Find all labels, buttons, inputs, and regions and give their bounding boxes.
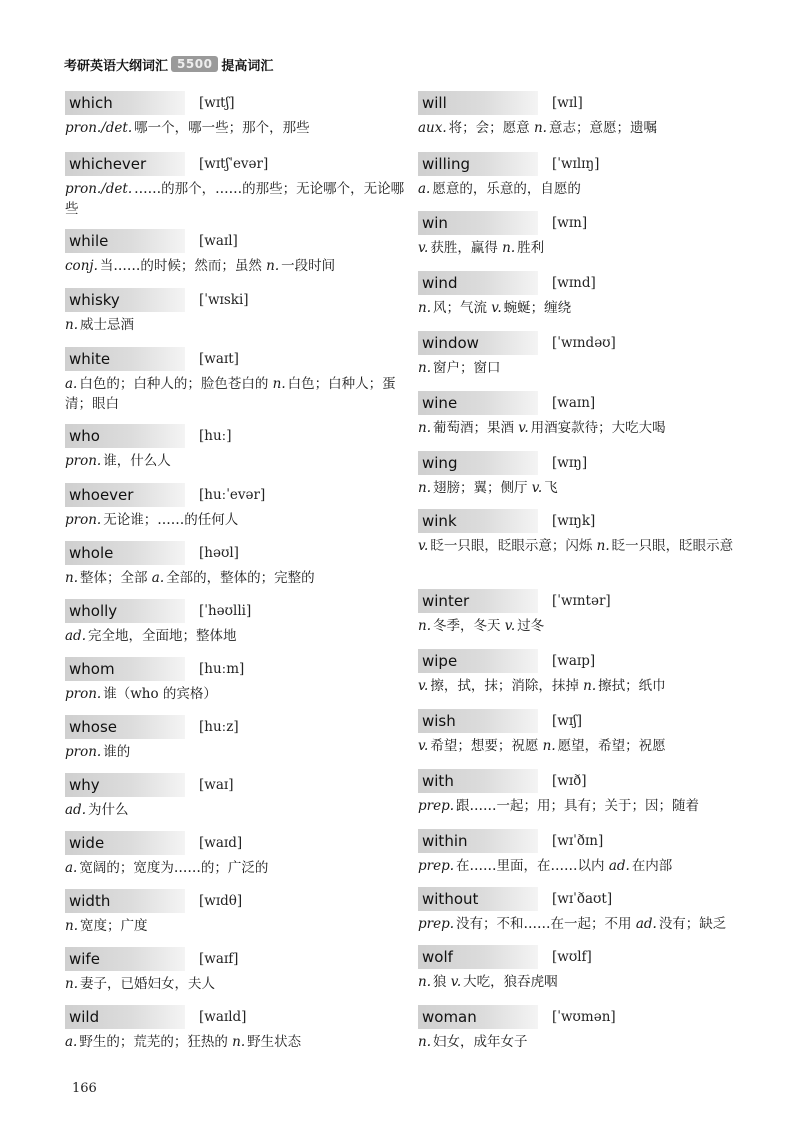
gloss-text: 一段时间 xyxy=(281,258,336,274)
headword: win xyxy=(418,211,538,235)
header-title-prefix: 考研英语大纲词汇 xyxy=(64,58,169,74)
part-of-speech: pron./det. xyxy=(65,181,133,197)
dictionary-entry-wolf xyxy=(418,945,758,992)
headword: wind xyxy=(418,271,538,295)
dictionary-entry-wink xyxy=(418,509,758,556)
gloss-text: 葡萄酒；果酒 xyxy=(433,420,514,436)
definition xyxy=(418,676,758,696)
definition xyxy=(418,914,758,934)
gloss-text: 蜿蜒；缠绕 xyxy=(503,300,572,316)
phonetic: [huːm] xyxy=(199,661,245,677)
headword: whose xyxy=(65,715,185,739)
part-of-speech: a. xyxy=(65,860,78,876)
gloss-text: 白色的；白种人的；脸色苍白的 xyxy=(79,376,269,392)
definition xyxy=(65,256,405,276)
gloss-text: 妻子，已婚妇女，夫人 xyxy=(80,976,215,992)
part-of-speech: v. xyxy=(504,618,516,634)
entry-head xyxy=(65,947,405,971)
gloss-text: 妇女，成年女子 xyxy=(433,1034,528,1050)
definition xyxy=(418,478,758,498)
gloss-text: 希望；想要；祝愿 xyxy=(430,738,539,754)
part-of-speech: aux. xyxy=(418,120,447,136)
part-of-speech: v. xyxy=(531,480,543,496)
entry-head xyxy=(418,152,758,176)
phonetic: [waɪl] xyxy=(199,233,238,249)
headword: wink xyxy=(418,509,538,533)
entry-head xyxy=(418,589,758,613)
phonetic: [həʊl] xyxy=(199,545,239,561)
gloss-text: 野生状态 xyxy=(247,1034,302,1050)
gloss-text: 眨一只眼，眨眼示意；闪烁 xyxy=(430,538,593,554)
part-of-speech: ad. xyxy=(608,858,630,874)
definition xyxy=(65,684,405,704)
entry-head xyxy=(418,945,758,969)
gloss-text: 无论谁；……的任何人 xyxy=(103,512,239,528)
entry-head xyxy=(418,391,758,415)
entry-head xyxy=(65,599,405,623)
gloss-text: 风；气流 xyxy=(433,300,487,316)
part-of-speech: prep. xyxy=(418,858,455,874)
dictionary-entry-window xyxy=(418,331,758,378)
entry-head xyxy=(65,541,405,565)
part-of-speech: v. xyxy=(418,240,429,256)
part-of-speech: n. xyxy=(418,300,431,316)
gloss-text: 白色；白种人；蛋清；眼白 xyxy=(65,376,396,412)
part-of-speech: n. xyxy=(232,1034,246,1050)
part-of-speech: n. xyxy=(65,976,78,992)
headword: wholly xyxy=(65,599,185,623)
phonetic: [waɪld] xyxy=(199,1009,247,1025)
definition xyxy=(65,374,405,414)
phonetic: [wɪŋk] xyxy=(552,513,596,529)
dictionary-entry-wild xyxy=(65,1005,405,1052)
phonetic: [wɪdθ] xyxy=(199,893,243,909)
gloss-text: 眨一只眼，眨眼示意 xyxy=(611,538,734,554)
part-of-speech: v. xyxy=(491,300,502,316)
dictionary-entry-whom xyxy=(65,657,405,704)
phonetic: [ˈwɪlɪŋ] xyxy=(552,156,600,172)
definition xyxy=(65,510,405,530)
dictionary-entry-width xyxy=(65,889,405,936)
entry-head xyxy=(418,887,758,911)
dictionary-entry-with xyxy=(418,769,758,816)
definition xyxy=(65,179,405,219)
headword: will xyxy=(418,91,538,115)
part-of-speech: n. xyxy=(418,618,431,634)
headword: wife xyxy=(65,947,185,971)
definition xyxy=(65,1032,405,1052)
headword: with xyxy=(418,769,538,793)
gloss-text: 整体；全部 xyxy=(80,570,148,586)
phonetic: [wɪð] xyxy=(552,773,587,789)
phonetic: [ˈwɪndəʊ] xyxy=(552,335,616,351)
definition xyxy=(418,238,758,258)
dictionary-entry-who xyxy=(65,424,405,471)
definition xyxy=(418,118,758,138)
gloss-text: 野生的；荒芜的；狂热的 xyxy=(79,1034,228,1050)
entry-head xyxy=(65,152,405,176)
gloss-text: 全部的，整体的；完整的 xyxy=(166,570,315,586)
phonetic: [wɪnd] xyxy=(552,275,596,291)
part-of-speech: n. xyxy=(418,480,431,496)
gloss-text: 为什么 xyxy=(87,802,129,818)
part-of-speech: n. xyxy=(418,974,431,990)
part-of-speech: n. xyxy=(418,360,431,376)
phonetic: [waɪp] xyxy=(552,653,596,669)
part-of-speech: pron. xyxy=(65,512,102,528)
phonetic: [wʊlf] xyxy=(552,949,592,965)
entry-head xyxy=(418,829,758,853)
definition xyxy=(418,796,758,816)
part-of-speech: n. xyxy=(65,317,78,333)
gloss-text: 在内部 xyxy=(631,858,673,874)
headword: willing xyxy=(418,152,538,176)
gloss-text: 跟……一起；用；具有；关于；因；随着 xyxy=(456,798,700,814)
gloss-text: 愿意的，乐意的，自愿的 xyxy=(432,181,581,197)
header-title-suffix: 提高词汇 xyxy=(221,58,274,74)
gloss-text: 获胜，赢得 xyxy=(430,240,498,256)
part-of-speech: n. xyxy=(583,678,597,694)
dictionary-entry-wholly xyxy=(65,599,405,646)
phonetic: [waɪn] xyxy=(552,395,596,411)
headword: whole xyxy=(65,541,185,565)
dictionary-entry-within xyxy=(418,829,758,876)
part-of-speech: n. xyxy=(418,1034,431,1050)
headword: wild xyxy=(65,1005,185,1029)
entry-head xyxy=(65,483,405,507)
dictionary-entry-whisky xyxy=(65,288,405,335)
part-of-speech: a. xyxy=(418,181,431,197)
phonetic: [ˈhəʊlli] xyxy=(199,603,252,619)
gloss-text: 哪一个，哪一些；那个，那些 xyxy=(134,120,310,136)
definition xyxy=(65,858,405,878)
headword: without xyxy=(418,887,538,911)
entry-head xyxy=(418,649,758,673)
part-of-speech: n. xyxy=(502,240,516,256)
gloss-text: 谁的 xyxy=(103,744,131,760)
part-of-speech: v. xyxy=(418,738,429,754)
phonetic: [wɪl] xyxy=(552,95,583,111)
gloss-text: 擦拭；纸巾 xyxy=(598,678,666,694)
headword: wine xyxy=(418,391,538,415)
dictionary-entry-without xyxy=(418,887,758,934)
entry-head xyxy=(65,424,405,448)
entry-head xyxy=(65,229,405,253)
part-of-speech: conj. xyxy=(65,258,98,274)
entry-head xyxy=(65,715,405,739)
headword: white xyxy=(65,347,185,371)
part-of-speech: v. xyxy=(418,678,429,694)
gloss-text: 用酒宴款待；大吃大喝 xyxy=(530,420,666,436)
dictionary-entry-whichever xyxy=(65,152,405,219)
part-of-speech: n. xyxy=(596,538,610,554)
entry-head xyxy=(65,91,405,115)
entry-head xyxy=(418,451,758,475)
headword: whichever xyxy=(65,152,185,176)
headword: whom xyxy=(65,657,185,681)
phonetic: [wɪŋ] xyxy=(552,455,588,471)
gloss-text: 冬季，冬天 xyxy=(433,618,501,634)
phonetic: [waɪf] xyxy=(199,951,239,967)
dictionary-entry-woman xyxy=(418,1005,758,1052)
part-of-speech: v. xyxy=(418,538,429,554)
dictionary-entry-white xyxy=(65,347,405,414)
part-of-speech: n. xyxy=(418,420,431,436)
gloss-text: 没有；不和……在一起；不用 xyxy=(456,916,632,932)
gloss-text: 翅膀；翼；侧厅 xyxy=(433,480,528,496)
headword: why xyxy=(65,773,185,797)
headword: winter xyxy=(418,589,538,613)
gloss-text: 在……里面，在……以内 xyxy=(456,858,605,874)
phonetic: [waɪt] xyxy=(199,351,239,367)
gloss-text: 狼 xyxy=(433,974,447,990)
entry-head xyxy=(418,271,758,295)
gloss-text: 愿望，希望；祝愿 xyxy=(557,738,666,754)
definition xyxy=(65,916,405,936)
definition xyxy=(418,1032,758,1052)
dictionary-entry-whoever xyxy=(65,483,405,530)
phonetic: [wɪn] xyxy=(552,215,588,231)
dictionary-entry-wing xyxy=(418,451,758,498)
definition xyxy=(418,856,758,876)
entry-head xyxy=(65,1005,405,1029)
entry-head xyxy=(418,1005,758,1029)
phonetic: [waɪd] xyxy=(199,835,243,851)
gloss-text: 完全地，全面地；整体地 xyxy=(87,628,237,644)
headword: whisky xyxy=(65,288,185,312)
part-of-speech: pron. xyxy=(65,453,102,469)
phonetic: [wɪtʃˈevər] xyxy=(199,156,269,172)
definition xyxy=(65,974,405,994)
gloss-text: 擦，拭，抹；消除，抹掉 xyxy=(430,678,579,694)
headword: which xyxy=(65,91,185,115)
phonetic: [huːz] xyxy=(199,719,239,735)
part-of-speech: pron. xyxy=(65,686,102,702)
gloss-text: 没有；缺乏 xyxy=(658,916,727,932)
phonetic: [wɪˈðaʊt] xyxy=(552,891,613,907)
headword: who xyxy=(65,424,185,448)
gloss-text: 大吃，狼吞虎咽 xyxy=(463,974,558,990)
entry-head xyxy=(65,347,405,371)
part-of-speech: n. xyxy=(266,258,280,274)
header-badge: 5500 xyxy=(171,56,218,72)
gloss-text: 威士忌酒 xyxy=(80,317,134,333)
dictionary-entry-wife xyxy=(65,947,405,994)
gloss-text: 宽阔的；宽度为……的；广泛的 xyxy=(79,860,269,876)
part-of-speech: ad. xyxy=(65,628,86,644)
part-of-speech: n. xyxy=(533,120,547,136)
headword: wide xyxy=(65,831,185,855)
part-of-speech: pron. xyxy=(65,744,102,760)
dictionary-entry-which xyxy=(65,91,405,138)
definition xyxy=(65,626,405,646)
dictionary-entry-why xyxy=(65,773,405,820)
phonetic: [waɪ] xyxy=(199,777,234,793)
definition xyxy=(65,315,405,335)
dictionary-entry-whole xyxy=(65,541,405,588)
gloss-text: 将；会；愿意 xyxy=(448,120,530,136)
entry-head xyxy=(65,657,405,681)
definition xyxy=(418,616,758,636)
headword: wing xyxy=(418,451,538,475)
part-of-speech: a. xyxy=(65,1034,78,1050)
gloss-text: 谁（who 的宾格） xyxy=(103,686,217,702)
definition xyxy=(65,451,405,471)
definition xyxy=(65,742,405,762)
part-of-speech: v. xyxy=(518,420,529,436)
gloss-text: 飞 xyxy=(544,480,558,496)
entry-head xyxy=(418,769,758,793)
part-of-speech: n. xyxy=(542,738,556,754)
dictionary-entry-will xyxy=(418,91,758,138)
definition xyxy=(418,179,758,199)
part-of-speech: pron./det. xyxy=(65,120,133,136)
phonetic: [ˈwɪski] xyxy=(199,292,249,308)
headword: width xyxy=(65,889,185,913)
entry-head xyxy=(418,709,758,733)
phonetic: [wɪʃ] xyxy=(552,713,583,729)
dictionary-entry-while xyxy=(65,229,405,276)
gloss-text: 胜利 xyxy=(517,240,545,256)
gloss-text: 窗户；窗口 xyxy=(433,360,501,376)
entry-head xyxy=(65,889,405,913)
entry-head xyxy=(418,91,758,115)
entry-head xyxy=(418,211,758,235)
definition xyxy=(65,800,405,820)
headword: within xyxy=(418,829,538,853)
part-of-speech: n. xyxy=(65,570,78,586)
page-number: 166 xyxy=(72,1081,97,1096)
headword: wipe xyxy=(418,649,538,673)
dictionary-entry-wine xyxy=(418,391,758,438)
gloss-text: 谁，什么人 xyxy=(103,453,171,469)
definition xyxy=(418,536,758,556)
gloss-text: 过冬 xyxy=(517,618,545,634)
definition xyxy=(418,298,758,318)
entry-head xyxy=(65,773,405,797)
headword: whoever xyxy=(65,483,185,507)
gloss-text: 当……的时候；然而；虽然 xyxy=(99,258,262,274)
gloss-text: 意志；意愿；遗嘱 xyxy=(548,120,657,136)
part-of-speech: n. xyxy=(65,918,78,934)
gloss-text: ……的那个，……的那些；无论哪个，无论哪些 xyxy=(65,181,405,217)
headword: wolf xyxy=(418,945,538,969)
entry-head xyxy=(65,288,405,312)
dictionary-entry-wide xyxy=(65,831,405,878)
dictionary-entry-wipe xyxy=(418,649,758,696)
dictionary-entry-wind xyxy=(418,271,758,318)
part-of-speech: prep. xyxy=(418,798,455,814)
part-of-speech: a. xyxy=(65,376,78,392)
phonetic: [wɪˈðɪn] xyxy=(552,833,604,849)
headword: woman xyxy=(418,1005,538,1029)
part-of-speech: ad. xyxy=(65,802,86,818)
phonetic: [ˈwɪntər] xyxy=(552,593,611,609)
dictionary-entry-winter xyxy=(418,589,758,636)
page-header xyxy=(64,54,273,74)
phonetic: [huː] xyxy=(199,428,232,444)
part-of-speech: ad. xyxy=(635,916,657,932)
part-of-speech: prep. xyxy=(418,916,455,932)
gloss-text: 宽度；广度 xyxy=(80,918,148,934)
phonetic: [ˈwʊmən] xyxy=(552,1009,616,1025)
dictionary-entry-willing xyxy=(418,152,758,199)
definition xyxy=(418,358,758,378)
dictionary-entry-whose xyxy=(65,715,405,762)
definition xyxy=(418,736,758,756)
entry-head xyxy=(65,831,405,855)
dictionary-entry-wish xyxy=(418,709,758,756)
entry-head xyxy=(418,509,758,533)
headword: while xyxy=(65,229,185,253)
headword: wish xyxy=(418,709,538,733)
dictionary-entry-win xyxy=(418,211,758,258)
part-of-speech: a. xyxy=(151,570,165,586)
phonetic: [huːˈevər] xyxy=(199,487,266,503)
definition xyxy=(418,418,758,438)
part-of-speech: v. xyxy=(450,974,462,990)
headword: window xyxy=(418,331,538,355)
phonetic: [wɪtʃ] xyxy=(199,95,235,111)
part-of-speech: n. xyxy=(272,376,286,392)
definition xyxy=(65,118,405,138)
definition xyxy=(65,568,405,588)
entry-head xyxy=(418,331,758,355)
definition xyxy=(418,972,758,992)
